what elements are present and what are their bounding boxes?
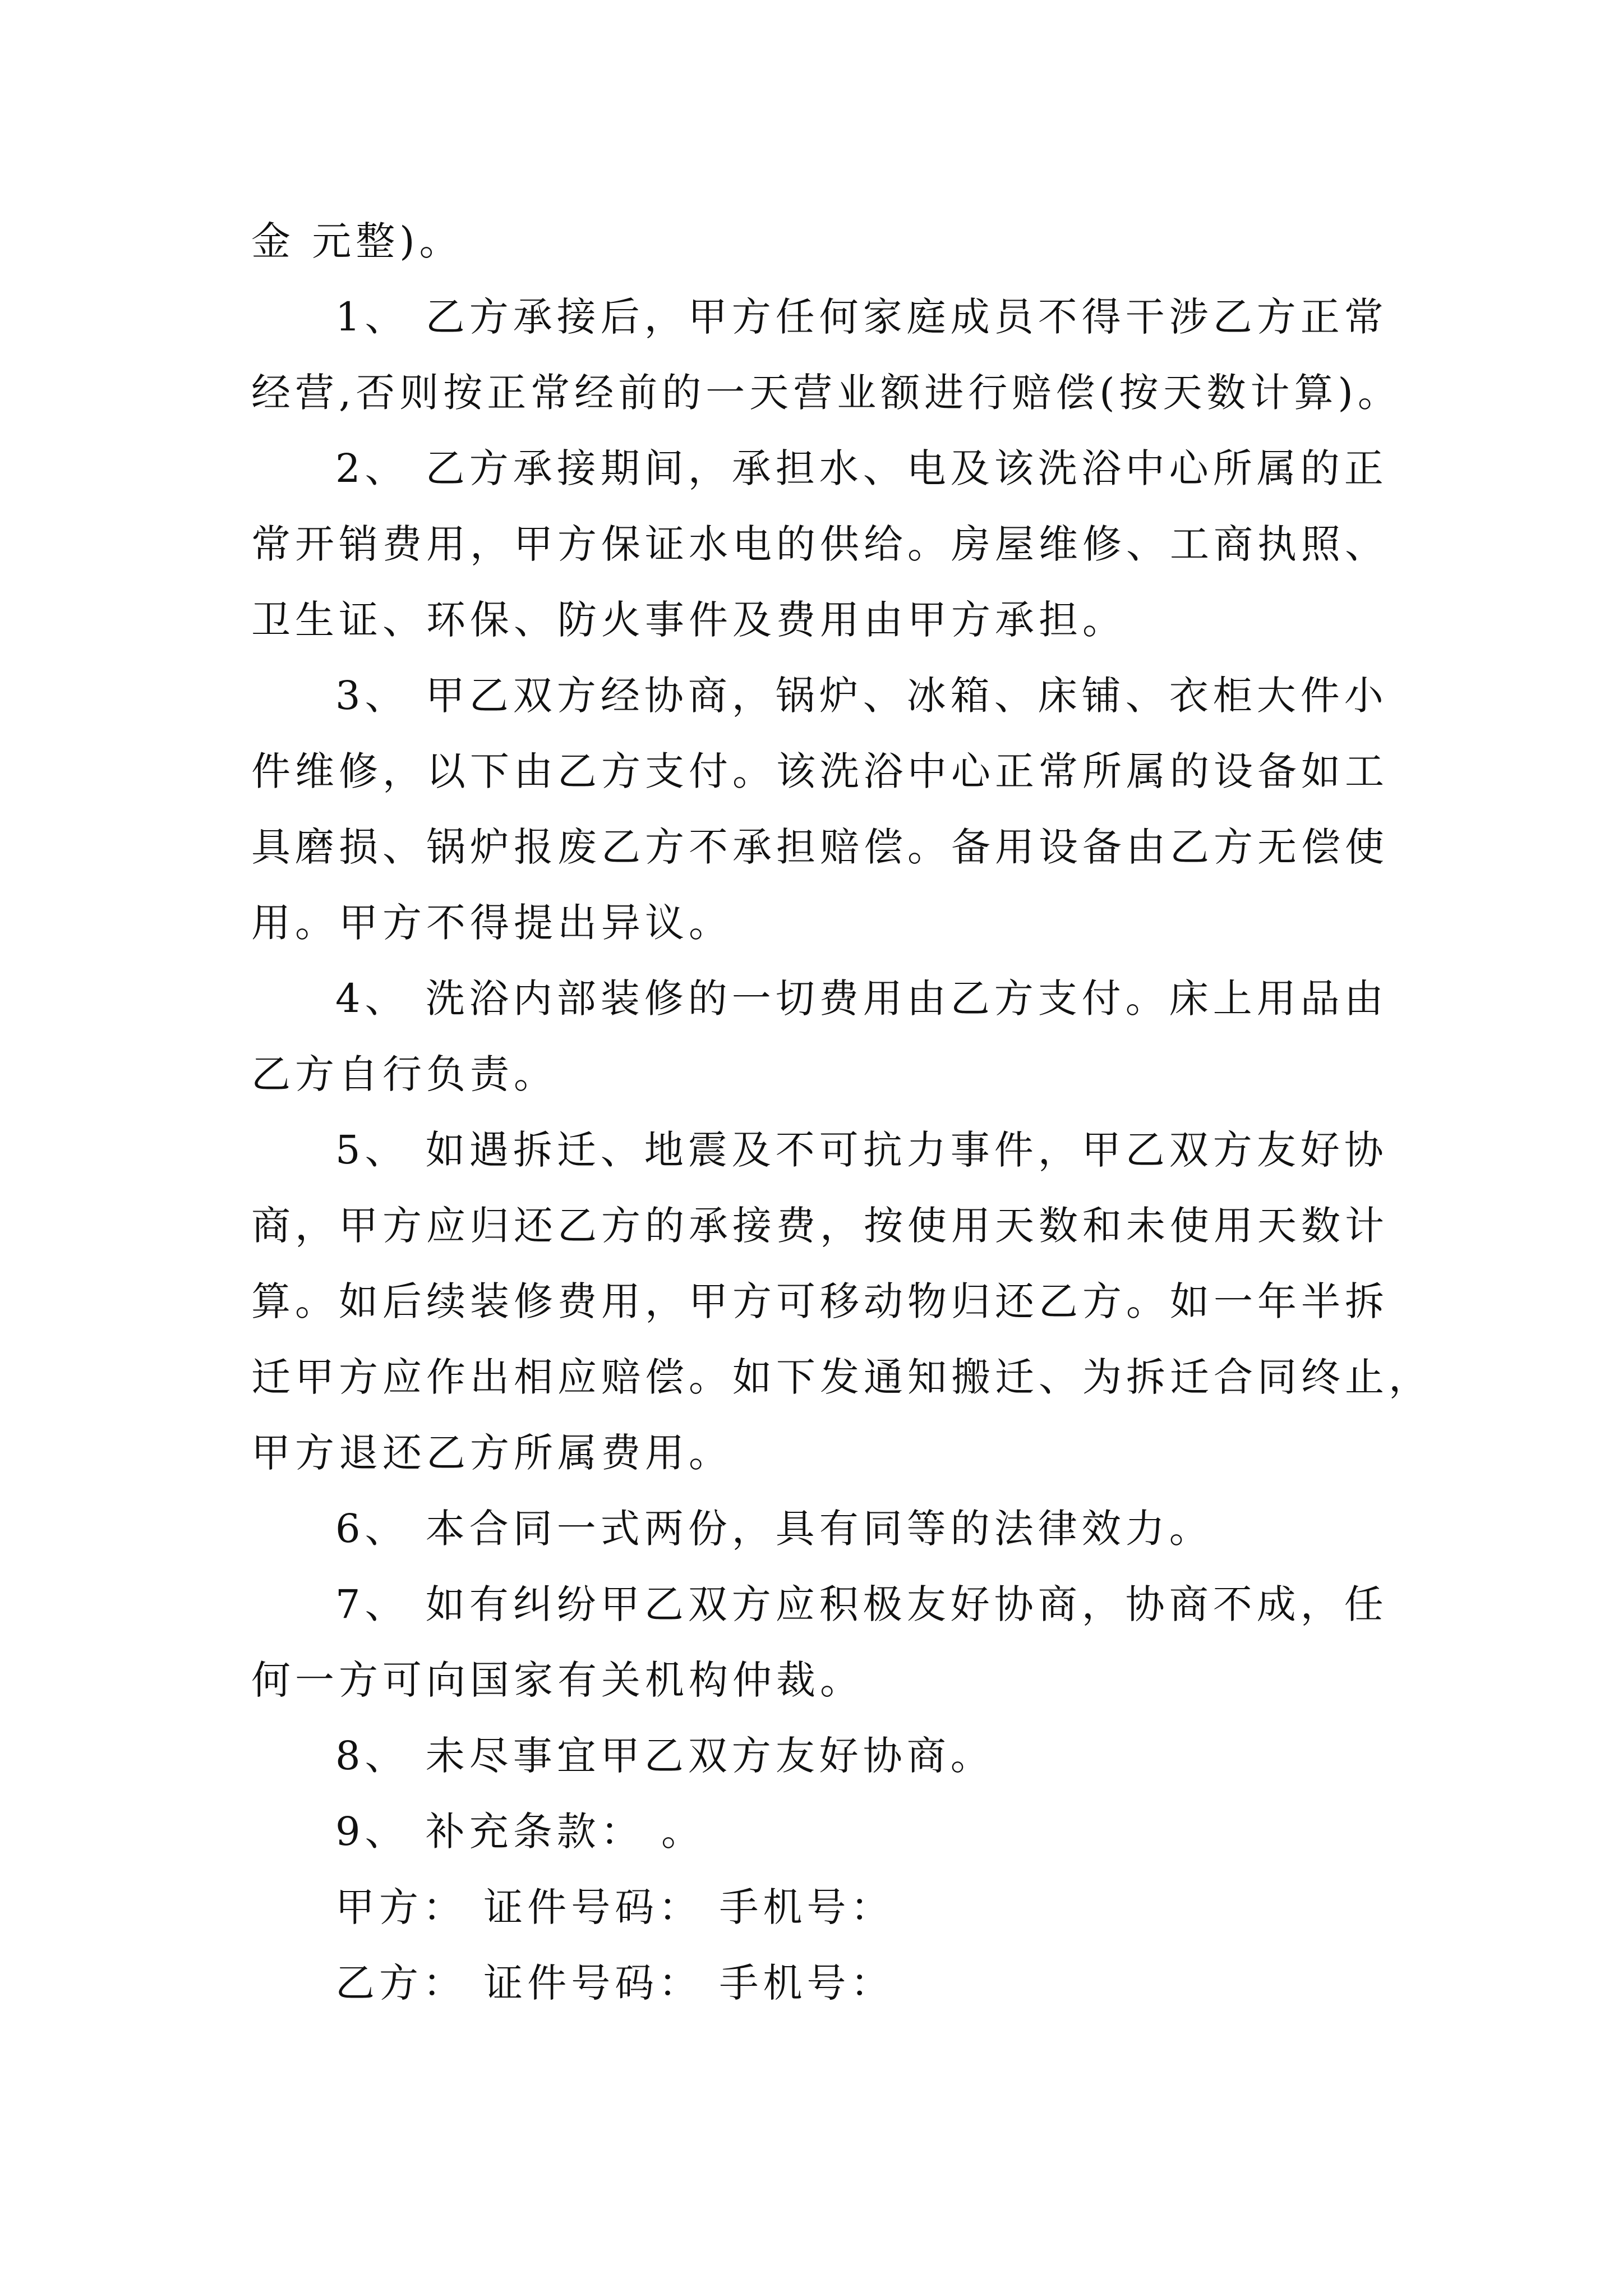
clause-5-line: 甲方退还乙方所属费用。 (251, 1430, 732, 1476)
clause-2-line: 卫生证、环保、防火事件及费用由甲方承担。 (251, 597, 1126, 643)
clause-6-line: 6、 本合同一式两份，具有同等的法律效力。 (335, 1506, 1213, 1552)
clause-9-line: 9、 补充条款： 。 (335, 1809, 706, 1855)
clause-8-line: 8、 未尽事宜甲乙双方友好协商。 (335, 1733, 994, 1779)
clause-2-line: 常开销费用，甲方保证水电的供给。房屋维修、工商执照、 (251, 521, 1389, 567)
clause-4-line: 4、 洗浴内部装修的一切费用由乙方支付。床上用品由 (335, 976, 1388, 1022)
clause-1-line: 1、 乙方承接后，甲方任何家庭成员不得干涉乙方正常 (335, 294, 1388, 340)
clause-5-line: 算。如后续装修费用，甲方可移动物归还乙方。如一年半拆 (251, 1278, 1389, 1324)
clause-4-line: 乙方自行负责。 (251, 1051, 557, 1097)
clause-2-line: 2、 乙方承接期间，承担水、电及该洗浴中心所属的正 (335, 445, 1388, 491)
clause-7-line: 何一方可向国家有关机构仲裁。 (251, 1657, 864, 1703)
clause-3-line: 用。甲方不得提出异议。 (251, 900, 732, 946)
clause-7-line: 7、 如有纠纷甲乙双方应积极友好协商，协商不成，任 (335, 1581, 1388, 1627)
clause-5-line: 商，甲方应归还乙方的承接费，按使用天数和未使用天数计 (251, 1203, 1389, 1249)
text-line: 金 元整)。 (251, 218, 463, 264)
clause-3-line: 3、 甲乙双方经协商，锅炉、冰箱、床铺、衣柜大件小 (335, 673, 1388, 719)
party-a-signature-line: 甲方： 证件号码： 手机号： (335, 1884, 895, 1930)
clause-3-line: 件维修，以下由乙方支付。该洗浴中心正常所属的设备如工 (251, 748, 1389, 794)
clause-1-line: 经营,否则按正常经前的一天营业额进行赔偿(按天数计算)。 (251, 370, 1401, 416)
clause-5-line: 5、 如遇拆迁、地震及不可抗力事件，甲乙双方友好协 (335, 1127, 1388, 1173)
clause-5-line: 迁甲方应作出相应赔偿。如下发通知搬迁、为拆迁合同终止， (251, 1354, 1432, 1400)
party-b-signature-line: 乙方： 证件号码： 手机号： (335, 1960, 895, 2006)
clause-3-line: 具磨损、锅炉报废乙方不承担赔偿。备用设备由乙方无偿使 (251, 824, 1389, 870)
